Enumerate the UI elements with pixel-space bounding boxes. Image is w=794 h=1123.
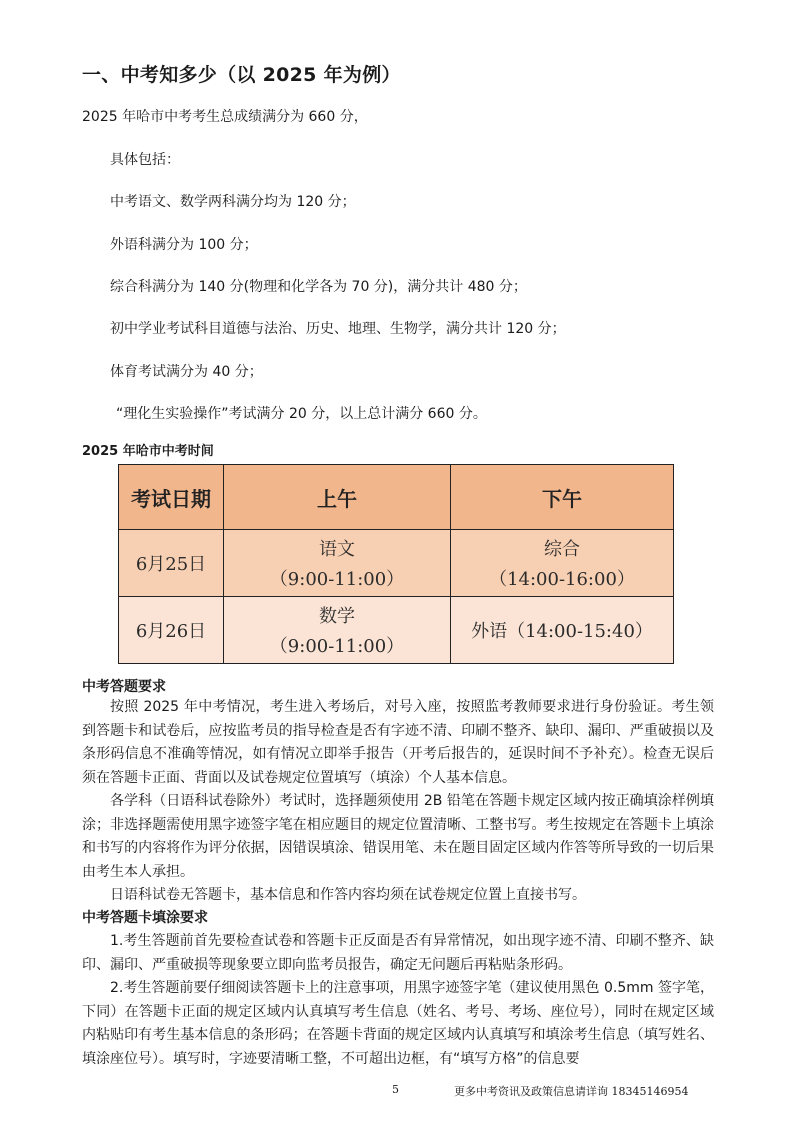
- score-item: 具体包括：: [110, 152, 180, 168]
- exam-date-cell: 6月26日: [119, 597, 224, 664]
- answer-requirements-title: 中考答题要求: [82, 679, 166, 695]
- answer-paragraph: [82, 696, 714, 908]
- footer-note: 更多中考资讯及政策信息请详询 18345146954: [454, 1085, 689, 1098]
- exam-time: （9:00-11:00）: [269, 569, 405, 590]
- table-row: [119, 530, 674, 597]
- table-header-afternoon: 下午: [451, 465, 674, 530]
- table-row: [119, 597, 674, 664]
- score-item: 中考语文、数学两科满分均为 120 分；: [110, 194, 356, 210]
- schedule-title: 2025 年哈市中考时间: [82, 444, 214, 459]
- paragraph-text: 按照 2025 年中考情况，考生进入考场后，对号入座，按照监考教师要求进行身份验证。考生领到答题卡和试卷后，应按监考员的指导检查是否有字迹不清、印刷不整齐、缺印、漏印、严重破损以及条形码信息不准确等情况，如有情况立即举手报告（开考后报告的，延误时间不予补充）。检查无误后须在答题卡正面、背面以及试卷规定位置填写（填涂）个人基本信息。: [82, 699, 714, 786]
- paragraph-text: 日语科试卷无答题卡，基本信息和作答内容均须在试卷规定位置上直接书写。: [110, 887, 586, 903]
- card-requirements-title: 中考答题卡填涂要求: [82, 910, 208, 926]
- paragraph-text: 1.考生答题前首先要检查试卷和答题卡正反面是否有异常情况，如出现字迹不清、印刷不整齐、缺印、漏印、严重破损等现象要立即向监考员报告，确定无问题后再粘贴条形码。: [82, 933, 714, 973]
- page-number: 5: [392, 1083, 399, 1096]
- table-header-date: 考试日期: [119, 465, 224, 530]
- score-item: 外语科满分为 100 分；: [110, 237, 258, 253]
- exam-time: （9:00-11:00）: [269, 636, 405, 657]
- score-item: 体育考试满分为 40 分；: [110, 364, 263, 380]
- section-title: 一、中考知多少（以 2025 年为例）: [82, 64, 401, 86]
- afternoon-exam-cell: [451, 530, 674, 597]
- exam-schedule-table: [118, 464, 674, 664]
- paragraph-text: 2.考生答题前要仔细阅读答题卡上的注意事项，用黑字迹签字笔（建议使用黑色 0.5mm 签字笔，下同）在答题卡正面的规定区域内认真填写考生信息（姓名、考号、考场、座位号），同时在规定区域内粘贴印有考生基本信息的条形码；在答题卡背面的规定区域内认真填写和填涂考生信息（填写姓名、填涂座位号）。填写时，字迹要清晰工整，不可超出边框，有“填写方格”的信息要: [82, 980, 714, 1067]
- subject-name: 语文: [319, 539, 355, 560]
- afternoon-exam-cell: 外语（14:00-15:40）: [451, 597, 674, 664]
- subject-name: 综合: [544, 539, 580, 560]
- exam-date-cell: 6月25日: [119, 530, 224, 597]
- paragraph-text: 各学科（日语科试卷除外）考试时，选择题须使用 2B 铅笔在答题卡规定区域内按正确填涂样例填涂；非选择题需使用黑字迹签字笔在相应题目的规定位置清晰、工整书写。考生按规定在答题卡上填涂和书写的内容将作为评分依据，因错误填涂、错误用笔、未在题目固定区域内作答等所导致的一切后果由考生本人承担。: [82, 793, 714, 880]
- morning-exam-cell: [224, 530, 451, 597]
- subject-name: 数学: [319, 606, 355, 627]
- score-item: 综合科满分为 140 分(物理和化学各为 70 分)，满分共计 480 分；: [110, 279, 527, 295]
- score-item: “理化生实验操作”考试满分 20 分，以上总计满分 660 分。: [116, 406, 487, 422]
- card-paragraph: [82, 930, 714, 1071]
- exam-time: （14:00-16:00）: [489, 569, 635, 590]
- score-item: 初中学业考试科目道德与法治、历史、地理、生物学，满分共计 120 分；: [110, 321, 566, 337]
- score-intro: 2025 年哈市中考考生总成绩满分为 660 分，: [82, 109, 368, 125]
- morning-exam-cell: [224, 597, 451, 664]
- table-header-morning: 上午: [224, 465, 451, 530]
